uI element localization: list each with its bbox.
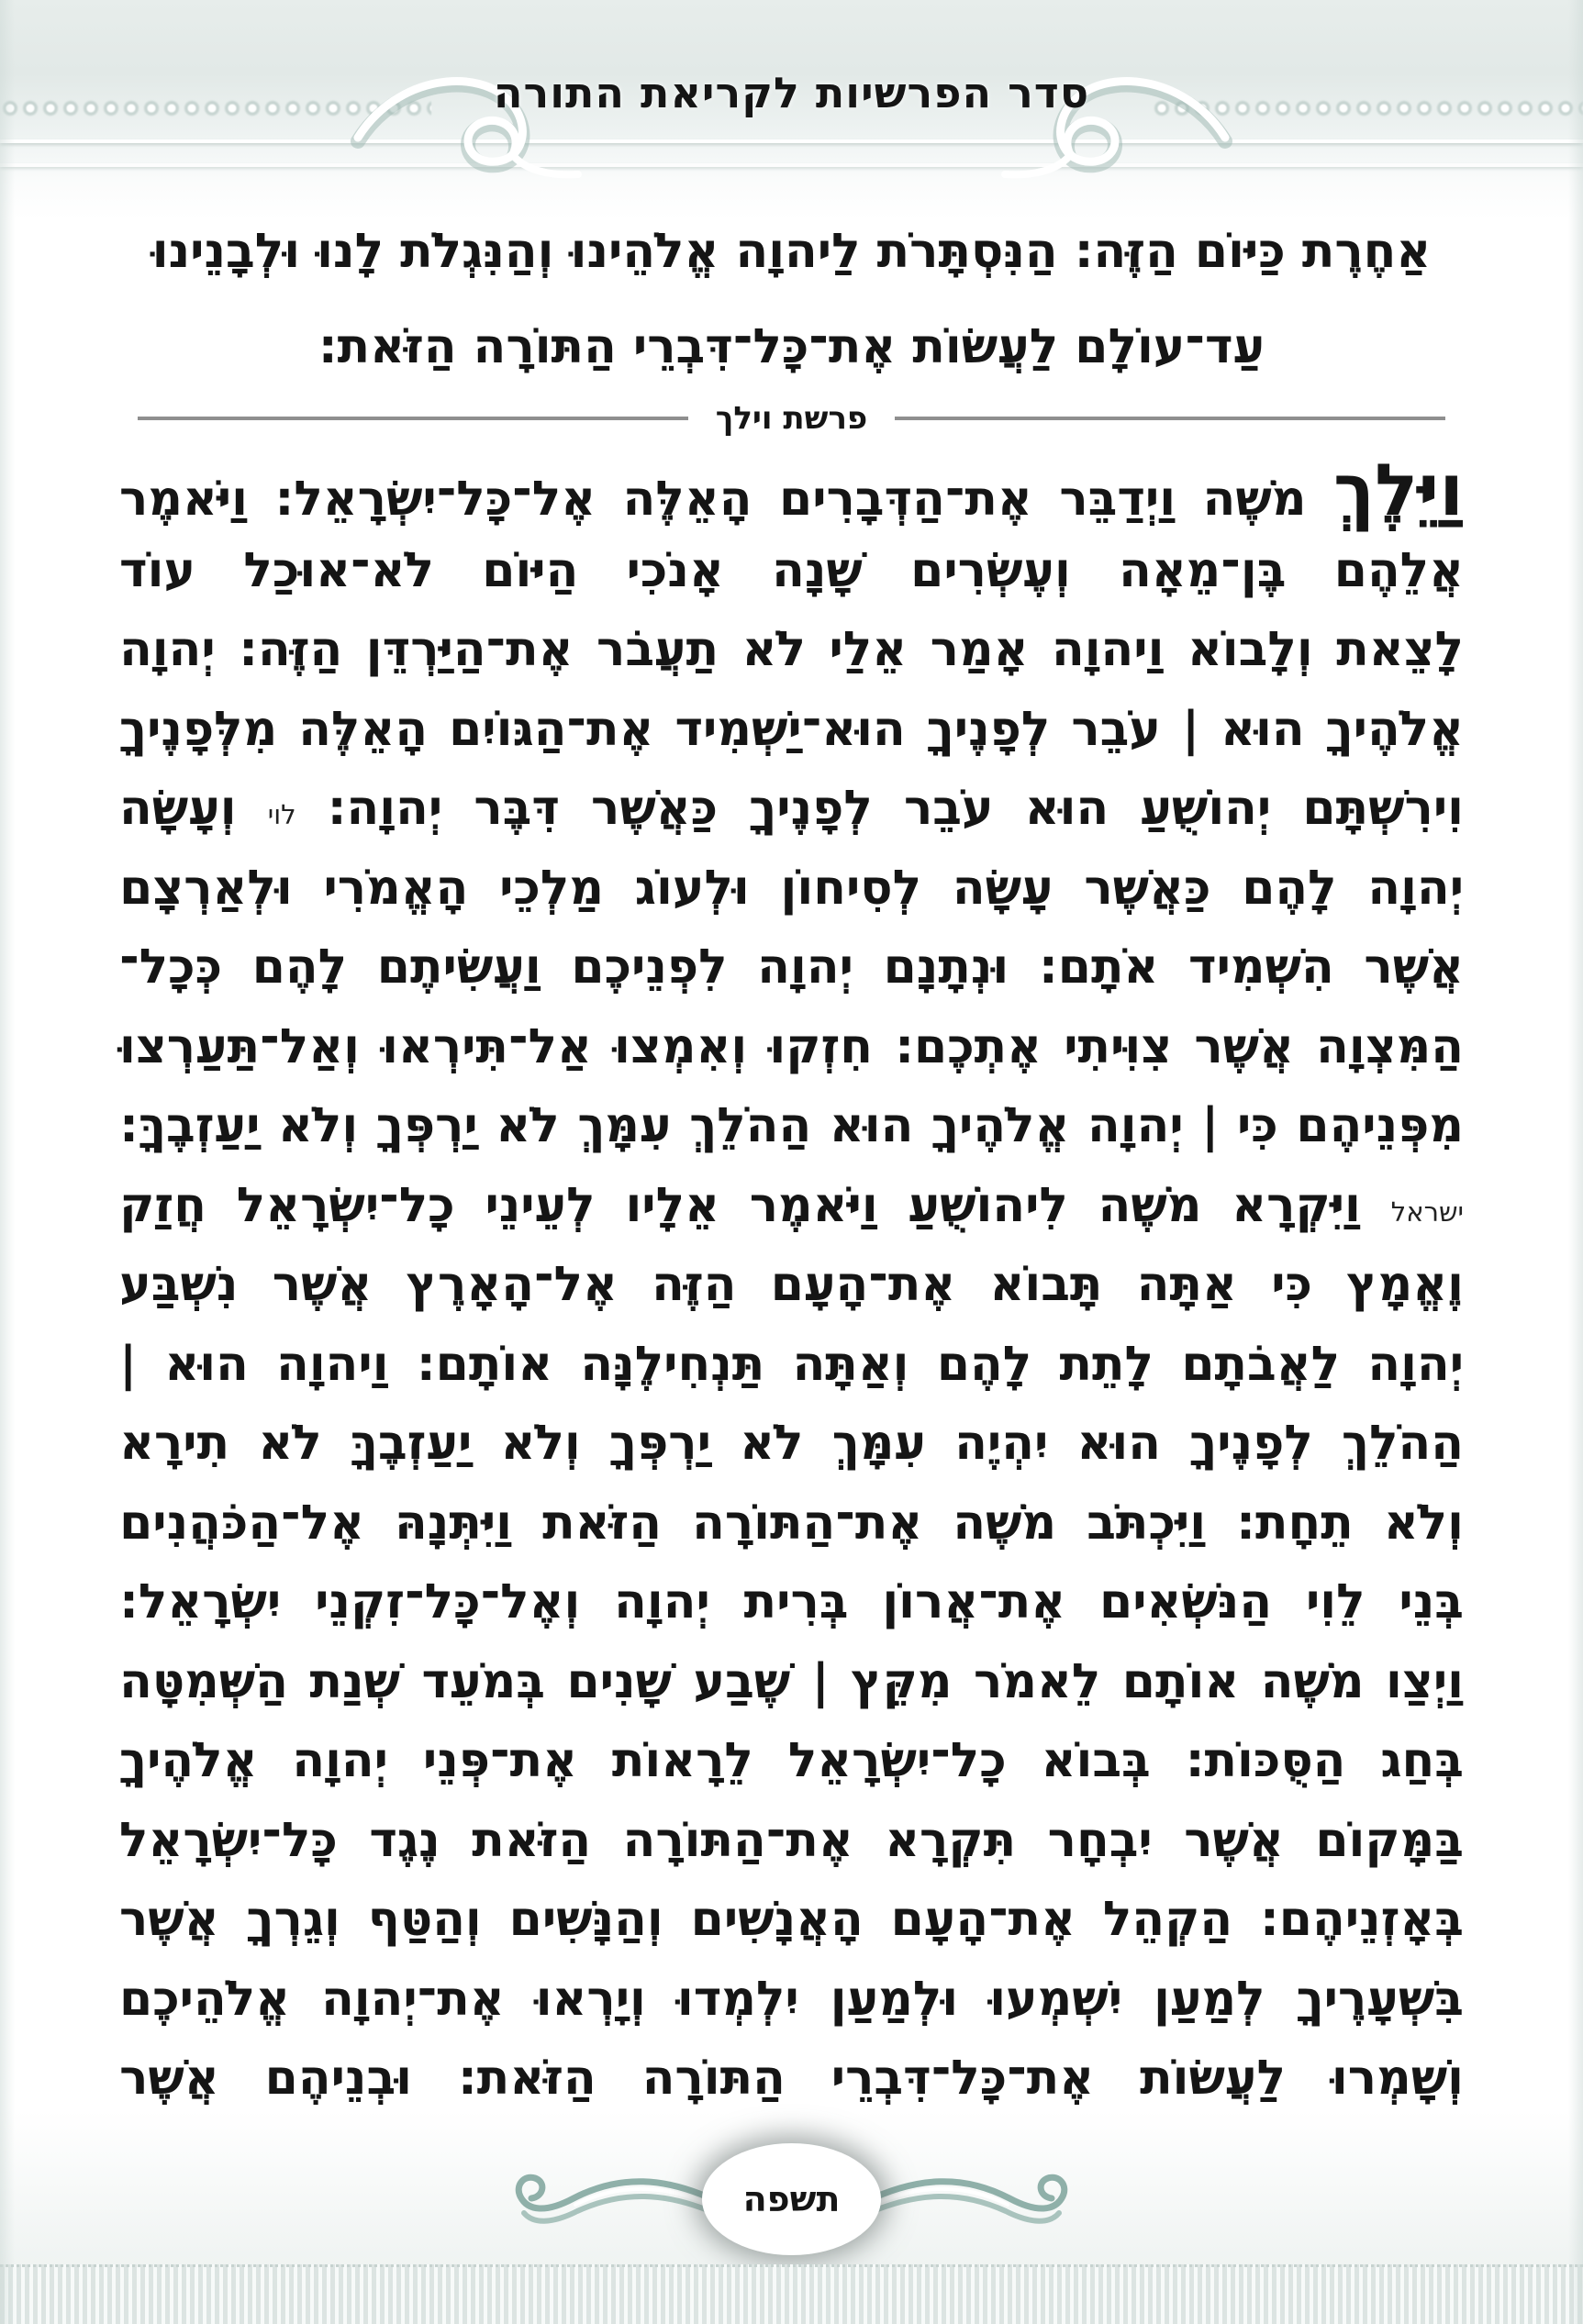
torah-word: בְּאָזְנֵיהֶם:: [1260, 1892, 1464, 1947]
torah-word: בֶּן־מֵאָה: [1119, 542, 1287, 598]
torah-word: דִּבֶּר: [474, 781, 560, 836]
intro-line-1: אַחֶרֶת כַּיּוֹם הַזֶּה: הַנִּסְתָּרֹת לַיהוָה אֱלֹהֵינוּ וְהַנִּגְלֹת לָנוּ וּלְבָנֵינוּ: [151, 224, 1432, 279]
torah-word: |: [119, 1336, 138, 1392]
torah-word: יִשְׂרָאֵל:: [119, 1574, 282, 1629]
torah-word: מֹשֶׁה: [953, 1495, 1057, 1551]
torah-word: יִלְמְדוּ: [676, 1971, 799, 2027]
torah-word: הַזֹּאת: [472, 1812, 592, 1868]
torah-word: וְהַנָּשִׁים: [508, 1892, 663, 1947]
aliyah-marker: ישראל: [1390, 1195, 1464, 1228]
torah-word: הַזֶּה:: [239, 622, 343, 677]
torah-word: לְפָנֶיךָ: [749, 781, 873, 836]
torah-word: עֹבֵר: [1071, 701, 1162, 757]
parsha-divider: [138, 393, 1445, 444]
torah-word: אֶת־הַדְּבָרִים: [778, 472, 1032, 527]
torah-word: הַנֹּשְׂאִים: [1099, 1574, 1273, 1629]
torah-word: הַסֻּכּוֹת:: [1185, 1733, 1346, 1788]
torah-word: אֵלַי: [829, 622, 908, 677]
torah-word: הָאֵלֶּה: [298, 701, 429, 757]
body-line: [119, 451, 1464, 531]
torah-word: אֶתְכֶם:: [895, 1018, 1042, 1074]
torah-word: תָּבוֹא: [989, 1257, 1103, 1312]
torah-word: וַיִּקְרָא: [1232, 1177, 1361, 1233]
torah-word: הִשְׁמִיד: [1188, 940, 1334, 995]
torah-word: הוּא: [1076, 1416, 1161, 1471]
torah-word: כַּאֲשֶׁר: [591, 781, 719, 836]
torah-word: אֶל־כָּל־יִשְׂרָאֵל:: [274, 472, 596, 527]
torah-word: אַל־תִּירְאוּ: [382, 1018, 592, 1074]
torah-word: עִמָּךְ: [831, 1416, 926, 1471]
torah-word: יְהוָה: [614, 1574, 710, 1629]
torah-word: |: [1201, 1098, 1220, 1153]
torah-word: צִוִּיתִי: [1064, 1018, 1173, 1074]
torah-word: הָאֵלֶּה: [622, 472, 752, 527]
body-line: [119, 1166, 1464, 1246]
torah-word: לְמַעַן: [1154, 1971, 1265, 2027]
torah-word: לֵאמֹר: [974, 1653, 1101, 1709]
torah-word: אֶת־יְהוָה: [321, 1971, 505, 2027]
torah-word: אַתָּה: [1136, 1257, 1237, 1312]
torah-word: וַיְצַו: [1386, 1653, 1464, 1709]
torah-word: כָל־יִשְׂרָאֵל: [236, 1177, 455, 1233]
torah-word: הוּא: [1024, 781, 1109, 836]
torah-word: וַיֹּאמֶר: [749, 1177, 878, 1233]
torah-word: יַעַזְבֶךָּ:: [119, 1098, 261, 1153]
torah-word: אֱלֹהֶיךָ: [931, 1098, 1070, 1153]
body-line: [119, 1404, 1464, 1484]
torah-word: תִּקְרָא: [885, 1812, 1017, 1868]
torah-word: עָשָׂה: [952, 860, 1053, 916]
torah-word: יַרְפְּךָ: [609, 1416, 711, 1471]
torah-word: אֵלָיו: [625, 1177, 719, 1233]
torah-word: וִירִשְׁתָּם: [1302, 781, 1464, 836]
torah-word: הַהֹלֵךְ: [1342, 1416, 1464, 1471]
body-line: [119, 1562, 1464, 1642]
torah-word: עִמָּךְ: [577, 1098, 672, 1153]
torah-word: יִהְיֶה: [954, 1416, 1049, 1471]
body-line: [119, 1086, 1464, 1166]
torah-word: בְּמֹעֵד: [421, 1653, 545, 1709]
torah-word: וַיִּתְּנָהּ: [395, 1495, 513, 1551]
page-number: תשפה: [742, 2179, 841, 2219]
torah-word: וְלֹא: [500, 1416, 581, 1471]
torah-word: וְלָבוֹא: [1187, 622, 1313, 677]
torah-word: לַאֲבֹתָם: [1181, 1336, 1341, 1392]
torah-word: הַזֹּאת: [542, 1495, 663, 1551]
torah-word: הָאֱמֹרִי: [323, 860, 469, 916]
body-line: [119, 928, 1464, 1007]
torah-word: יְהוָה: [1367, 1336, 1464, 1392]
torah-word: וּבְנֵיהֶם: [264, 2051, 413, 2106]
torah-word: מֹשֶׁה: [1098, 1177, 1202, 1233]
body-line: [119, 769, 1464, 849]
torah-word: הַקְהֵל: [1102, 1892, 1233, 1947]
torah-word: וְאֶל־כָּל־זִקְנֵי: [315, 1574, 581, 1629]
body-line: [119, 531, 1464, 611]
torah-word: שָׁנָה: [772, 542, 863, 598]
torah-word: אֶת־כָּל־דִּבְרֵי: [831, 2051, 1095, 2106]
torah-word: וְלֹא: [1383, 1495, 1464, 1551]
torah-word: וְעֶשְׂרִים: [910, 542, 1071, 598]
torah-word: לַעֲשׂוֹת: [1140, 2051, 1286, 2106]
torah-word: אֲשֶׁר: [119, 1892, 219, 1947]
torah-word: לֹא: [740, 1416, 804, 1471]
divider-rule-right: [895, 417, 1445, 420]
torah-word: כִּי: [1236, 1098, 1278, 1153]
torah-word: לִיהוֹשֻׁעַ: [908, 1177, 1068, 1233]
torah-word: לֹא: [741, 622, 806, 677]
body-line: [119, 1801, 1464, 1881]
torah-word: חִזְקוּ: [769, 1018, 874, 1074]
torah-word: אֶת־הָעָם: [770, 1257, 956, 1312]
torah-word: לֹא: [496, 1098, 560, 1153]
torah-word: לָהֶם: [251, 940, 348, 995]
torah-word: מֹשֶׁה: [1202, 472, 1307, 527]
torah-word: לֵרָאוֹת: [611, 1733, 753, 1788]
torah-word: אֶת־אֲרוֹן: [882, 1574, 1066, 1629]
torah-word: אֲשֶׁר: [272, 1257, 373, 1312]
torah-word: |: [1182, 701, 1200, 757]
torah-word: וַיְדַבֵּר: [1059, 472, 1176, 527]
bottom-stripe-border: [0, 2264, 1583, 2324]
torah-word: הָאֲנָשִׁים: [690, 1892, 864, 1947]
torah-word: תַּנְחִילֶנָּה: [580, 1336, 765, 1392]
torah-word: אֱלֹהֵיכֶם: [119, 1971, 291, 2027]
torah-word: וּלְאַרְצָם: [119, 860, 293, 916]
torah-word: אֹתָם:: [1038, 940, 1159, 995]
top-hairline-rule-2: [0, 163, 1583, 167]
torah-word: יְהוָה: [119, 622, 216, 677]
torah-word: הַמִּצְוָה: [1316, 1018, 1464, 1074]
torah-word: לְסִיחוֹן: [780, 860, 922, 916]
torah-word: וְשָׁמְרוּ: [1331, 2051, 1464, 2106]
body-line: [119, 690, 1464, 770]
page-title: סדר הפרשיות לקריאת התורה: [493, 68, 1090, 117]
torah-word: כִּי: [1271, 1257, 1312, 1312]
torah-word: יְהוָה:: [327, 781, 443, 836]
torah-word: אֲשֶׁר: [1194, 1018, 1294, 1074]
torah-word: שְׁנַת: [309, 1653, 400, 1709]
top-hairline-rule: [0, 139, 1583, 143]
torah-word: אָנֹכִי: [626, 542, 724, 598]
torah-word: בְּבוֹא: [1041, 1733, 1151, 1788]
torah-word: אָמַר: [930, 622, 1029, 677]
torah-word: נֶגֶד: [369, 1812, 440, 1868]
torah-word: וְהַטַּף: [367, 1892, 482, 1947]
torah-word: אֶל־הַכֹּהֲנִים: [119, 1495, 364, 1551]
intro-paragraph: [119, 204, 1464, 395]
body-line: [119, 1721, 1464, 1801]
torah-word: יִבְחָר: [1047, 1812, 1153, 1868]
aliyah-marker: לוי: [267, 799, 296, 830]
torah-word: שָׁנִים: [566, 1653, 672, 1709]
torah-text-block: [119, 451, 1464, 2118]
torah-word: אֶת־הַתּוֹרָה: [622, 1812, 853, 1868]
torah-word: אֶת־פְּנֵי: [422, 1733, 577, 1788]
torah-word: בִּשְׁעָרֶיךָ: [1296, 1971, 1464, 2027]
torah-word: לָהֶם: [1242, 860, 1337, 916]
divider-rule-left: [138, 417, 688, 420]
torah-word: יְהוֹשֻׁעַ: [1140, 781, 1272, 836]
torah-word: חֲזַק: [119, 1177, 206, 1233]
torah-word: תַעֲבֹר: [596, 622, 719, 677]
intro-line-2: עַד־עוֹלָם לַעֲשׂוֹת אֶת־כָּל־דִּבְרֵי הַתּוֹרָה הַזֹּאת:: [318, 319, 1265, 374]
torah-word: לָהֶם: [936, 1336, 1032, 1392]
torah-word: וַיהוָה: [1051, 622, 1165, 677]
torah-word: אֲלֵהֶם: [1333, 542, 1464, 598]
torah-word: יְהוָה: [757, 940, 853, 995]
torah-word: בַּמָּקוֹם: [1315, 1812, 1464, 1868]
torah-word: מַלְכֵי: [499, 860, 604, 916]
torah-word: וְיָרְאוּ: [535, 1971, 646, 2027]
body-line: [119, 1007, 1464, 1087]
torah-word: וְעָשָׂה: [119, 781, 237, 836]
torah-word: אֱלֹהֶיךָ: [119, 1733, 258, 1788]
body-line: [119, 2039, 1464, 2118]
torah-word: אֱלֹהֶיךָ: [1325, 701, 1464, 757]
torah-word: תִירָא: [119, 1416, 230, 1471]
torah-word: אֶת־הַתּוֹרָה: [692, 1495, 923, 1551]
left-edge-shade: [0, 0, 15, 2324]
torah-word: לֹא: [258, 1416, 322, 1471]
torah-word: אוֹתָם: [1121, 1653, 1240, 1709]
torah-word: כָּל־יִשְׂרָאֵל: [119, 1812, 338, 1868]
torah-word: נִשְׁבַּע: [119, 1257, 239, 1312]
torah-word: יְהוָה: [292, 1733, 388, 1788]
torah-word: וְאַל־תַּעַרְצוּ: [119, 1018, 360, 1074]
torah-word: כָל־יִשְׂרָאֵל: [787, 1733, 1007, 1788]
torah-word: תֵחָת:: [1236, 1495, 1354, 1551]
torah-word: כְּכָל־: [119, 940, 223, 995]
body-line: [119, 1880, 1464, 1960]
page-number-badge: [702, 2143, 881, 2255]
torah-word: הַהֹלֵךְ: [689, 1098, 812, 1153]
torah-word: מִפְּנֵיהֶם: [1296, 1098, 1464, 1153]
body-line: [119, 849, 1464, 928]
right-edge-shade: [1568, 0, 1583, 2324]
torah-word: הַיּוֹם: [482, 542, 579, 598]
torah-word: בְּחַג: [1380, 1733, 1464, 1788]
torah-word: לְעֵינֵי: [485, 1177, 596, 1233]
torah-word: לְפָנֶיךָ: [1189, 1416, 1313, 1471]
torah-word: לִפְנֵיכֶם: [571, 940, 728, 995]
torah-word: כַּאֲשֶׁר: [1084, 860, 1211, 916]
torah-word: אוֹתָם:: [416, 1336, 553, 1392]
torah-word: הַזֹּאת:: [458, 2051, 596, 2106]
torah-word: אֶת־הַיַּרְדֵּן: [365, 622, 574, 677]
torah-word: הוּא: [164, 1336, 249, 1392]
torah-word: וּלְמַעַן: [830, 1971, 959, 2027]
torah-word: אֶת־הָעָם: [890, 1892, 1076, 1947]
torah-word: |: [811, 1653, 830, 1709]
body-line: [119, 1960, 1464, 2040]
torah-word: הַתּוֹרָה: [641, 2051, 786, 2106]
torah-word: לֵוִי: [1305, 1574, 1366, 1629]
torah-word: הוּא: [1221, 701, 1305, 757]
footer-flourish-icon: [858, 2158, 1074, 2250]
torah-word: עֹבֵר: [903, 781, 994, 836]
torah-word: יַרְפְּךָ: [375, 1098, 478, 1153]
body-line: [119, 1642, 1464, 1722]
torah-word: יְהוָה: [1087, 1098, 1184, 1153]
torah-word: הוּא: [829, 1098, 914, 1153]
torah-word: לָתֵת: [1059, 1336, 1154, 1392]
torah-word: וְלֹא: [278, 1098, 359, 1153]
torah-word: שֶׁבַע: [693, 1653, 791, 1709]
torah-word: וֶאֱמָץ: [1346, 1257, 1464, 1312]
torah-word: מִלְּפָנֶיךָ: [119, 701, 278, 757]
torah-word: וּנְתָנָם: [883, 940, 1009, 995]
parsha-divider-label: פרשת וילך: [715, 400, 868, 437]
torah-word: מֹשֶׁה: [1260, 1653, 1365, 1709]
torah-word: וְאִמְצוּ: [614, 1018, 748, 1074]
torah-word: וַעֲשִׂיתֶם: [376, 940, 541, 995]
torah-word: יִשְׁמְעוּ: [989, 1971, 1123, 2027]
torah-word: אֲשֶׁר: [1364, 940, 1464, 995]
torah-word: יְהוָה: [1367, 860, 1464, 916]
torah-word: אֲשֶׁר: [1184, 1812, 1284, 1868]
torah-word: לֹא־אוּכַל: [243, 542, 434, 598]
torah-word: וַיִּכְתֹּב: [1087, 1495, 1207, 1551]
torah-word: וַיהוָה: [276, 1336, 389, 1392]
torah-word: הוּא־יַשְׁמִיד: [674, 701, 906, 757]
torah-word: הַזֶּה: [652, 1257, 737, 1312]
torah-word: אֲשֶׁר: [119, 2051, 219, 2106]
body-line: [119, 1484, 1464, 1563]
torah-word: לָצֵאת: [1336, 622, 1464, 677]
torah-word: בְּרִית: [743, 1574, 849, 1629]
body-line: [119, 1245, 1464, 1325]
torah-word: וַיֹּאמֶר: [119, 472, 248, 527]
torah-word: אֶל־הָאָרֶץ: [406, 1257, 618, 1312]
torah-word: בְּנֵי: [1399, 1574, 1464, 1629]
torah-word: וְאַתָּה: [792, 1336, 909, 1392]
torah-word: וְגֵרְךָ: [246, 1892, 340, 1947]
torah-word: מִקֵּץ: [851, 1653, 953, 1709]
footer-flourish-icon: [509, 2158, 725, 2250]
torah-word: לְפָנֶיךָ: [926, 701, 1051, 757]
torah-word: יַעַזְבֶךָּ: [350, 1416, 473, 1471]
torah-word: וַיֵּלֶךְ: [1333, 450, 1464, 532]
body-line: [119, 610, 1464, 690]
torah-word: עוֹד: [119, 542, 196, 598]
body-line: [119, 1325, 1464, 1405]
torah-word: הַשְּׁמִטָּה: [119, 1653, 288, 1709]
torah-word: וּלְעוֹג: [634, 860, 750, 916]
torah-word: אֶת־הַגּוֹיִם: [449, 701, 654, 757]
